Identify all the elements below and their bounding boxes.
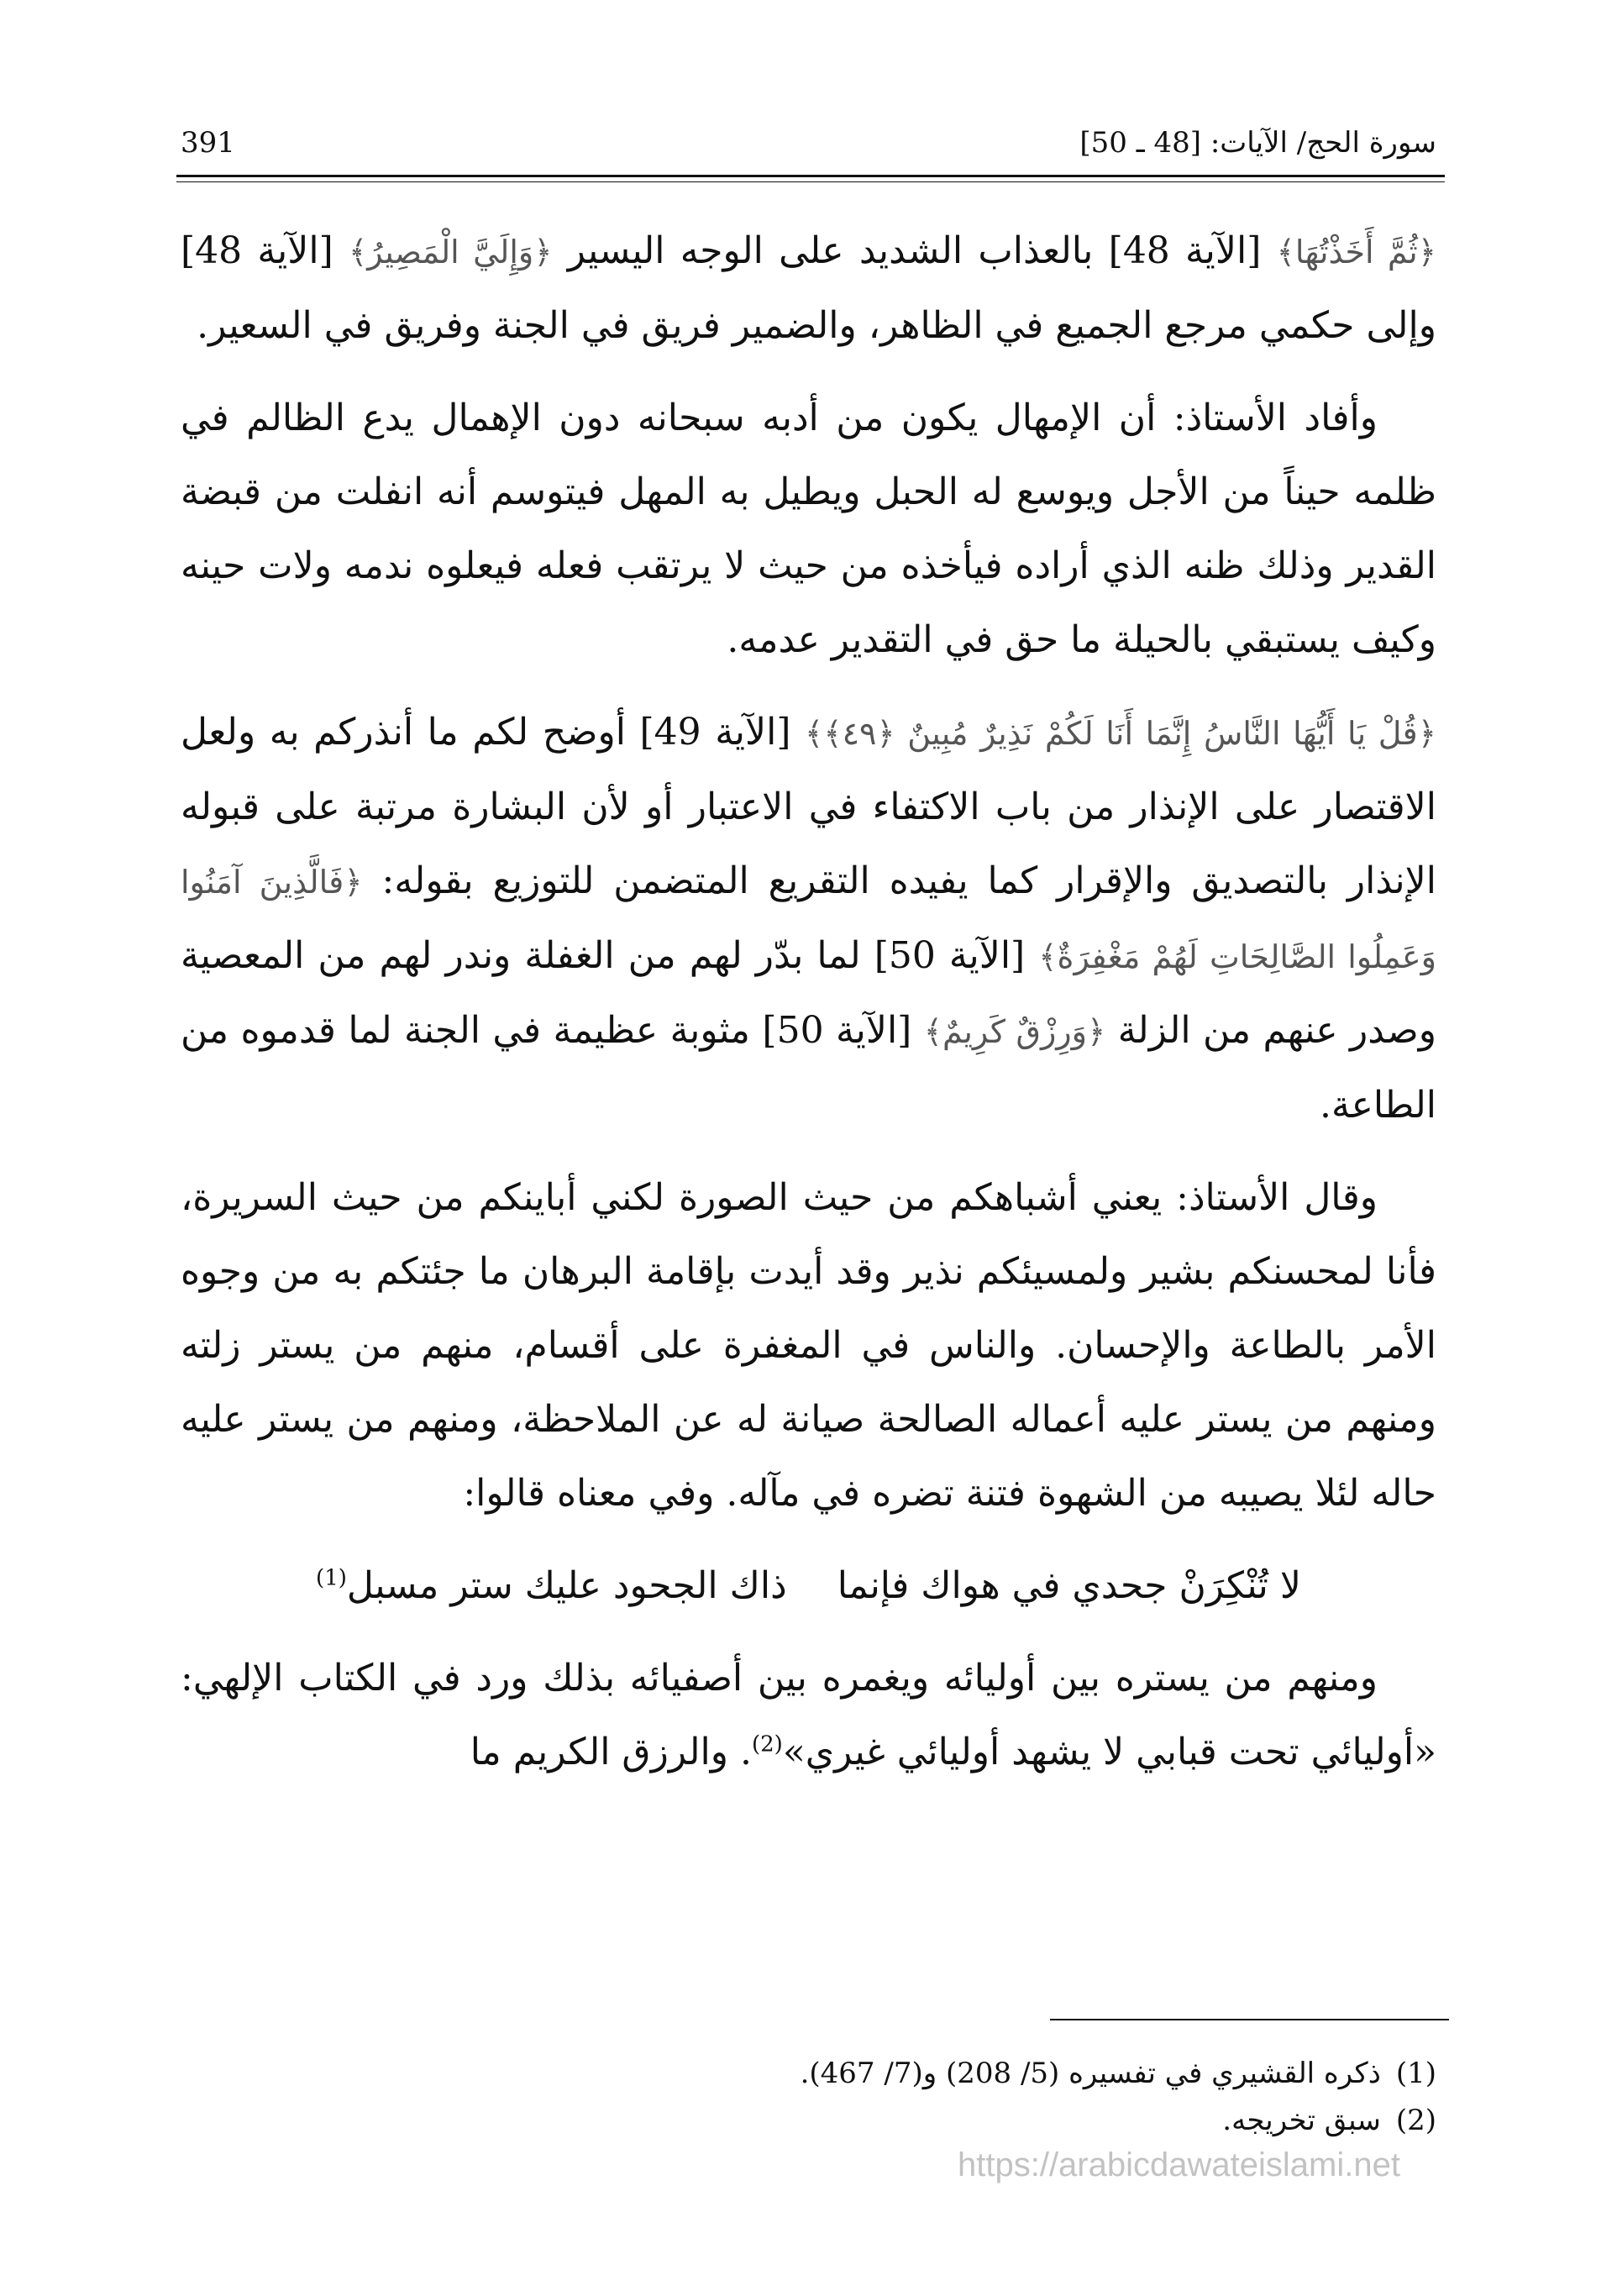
page-header: [181, 126, 1436, 170]
paragraph-text: . والرزق الكريم ما: [470, 1731, 752, 1773]
watermark-url: https://arabicdawateislami.net: [958, 2146, 1400, 2183]
footnote-text: سبق تخريجه.: [1222, 2104, 1381, 2137]
footnote-text: ذكره القشيري في تفسيره (5/ 208) و(7/ 467).: [800, 2057, 1381, 2090]
header-rule-thin: [176, 181, 1445, 182]
verse-second-half: [316, 1549, 787, 1623]
running-title: سورة الحج/ الآيات: [48 ـ 50]: [1079, 126, 1436, 160]
paragraph-5: [181, 1642, 1436, 1789]
page-number: 391: [181, 126, 235, 160]
quran-quote: ﴿وَرِزْقٌ كَرِيمٌ﴾: [923, 1013, 1106, 1050]
paragraph-2: وأفاد الأستاذ: أن الإمهال يكون من أدبه سبحانه دون الإهمال يدع الظالم في ظلمه حيناً من الأجل ويوسع له الحبل ويطيل به المهل فيتوسم أنه انفلت من قبضة القدير وذلك ظنه الذي أراده فيأخذه من حيث لا يرتقب فعله فيعلوه ندمه ولات حينه وكيف يستبقي بالحيلة ما حق في التقدير عدمه.: [181, 397, 1436, 661]
paragraph-text: ومنهم من يستره بين أوليائه ويغمره بين أصفيائه بذلك ورد في الكتاب الإلهي: «أوليائي تحت قبابي لا يشهد أوليائي غيري»: [181, 1657, 1436, 1773]
quran-quote: ﴿وَإِلَيَّ الْمَصِيرُ﴾: [348, 234, 553, 271]
footnote-number: (2): [1395, 2104, 1436, 2137]
quran-quote: ﴿قُلْ يَا أَيُّهَا النَّاسُ إِنَّمَا أَنَا لَكُمْ نَذِيرٌ مُبِينٌ ﴿٤٩﴾﴾: [805, 715, 1436, 752]
footnote-number: (1): [1395, 2057, 1436, 2090]
footnote-separator: [1050, 2019, 1449, 2020]
paragraph-1: [181, 214, 1436, 363]
footnote-1: [181, 2050, 1436, 2097]
header-rule: [176, 175, 1445, 177]
quran-quote: ﴿ثُمَّ أَخَذْتُهَا﴾: [1276, 234, 1437, 271]
main-text: [181, 214, 1436, 1808]
verse-first-half: لا تُنْكِرَنْ جحدي في هواك فإنما: [837, 1564, 1301, 1607]
footnote-2: [181, 2097, 1436, 2144]
footnote-marker: (1): [316, 1565, 347, 1591]
paragraph-text: [الآية 48] بالعذاب الشديد على الوجه اليسير: [552, 229, 1277, 272]
verse-second-half-text: ذاك الجحود عليك ستر مسبل: [346, 1564, 787, 1607]
quran-quote: ﴿فَالَّذِينَ آمَنُوا وَعَمِلُوا الصَّالِحَاتِ لَهُمْ مَغْفِرَةٌ﴾: [181, 864, 1436, 975]
paragraph-text: [الآية 49] أوضح لكم ما أنذركم به ولعل الاقتصار على الإنذار من باب الاكتفاء في الاعتبار أو لأن البشارة مرتبة على قبوله الإنذار بالتصديق والإقرار كما يفيده التقريع المتضمن للتوزيع بقوله:: [181, 711, 1436, 902]
paragraph-text: [الآية 50] لما بدّر لهم من الغفلة وندر لهم من المعصية وصدر عنهم من الزلة: [181, 934, 1436, 1052]
paragraph-text: [الآية 50] مثوبة عظيمة في الجنة لما قدموه من الطاعة.: [181, 1009, 1436, 1127]
footnote-marker: (2): [751, 1731, 783, 1757]
paragraph-3: [181, 696, 1436, 1143]
footnotes: [181, 2050, 1436, 2144]
paragraph-text: [الآية 48] وإلى حكمي مرجع الجميع في الظاهر، والضمير فريق في الجنة وفريق في السعير.: [181, 229, 1436, 347]
paragraph-4: وقال الأستاذ: يعني أشباهكم من حيث الصورة لكني أباينكم من حيث السريرة، فأنا لمحسنكم بشير ولمسيئكم نذير وقد أيدت بإقامة البرهان ما جئتكم به من وجوه الأمر بالطاعة والإحسان. والناس في المغفرة على أقسام، منهم من يستر زلته ومنهم من يستر عليه أعماله الصالحة صيانة له عن الملاحظة، ومنهم من يستر عليه حاله لئلا يصيبه من الشهوة فتنة تضره في مآله. وفي معناه قالوا:: [181, 1176, 1436, 1515]
poetry-verse: [181, 1549, 1436, 1623]
